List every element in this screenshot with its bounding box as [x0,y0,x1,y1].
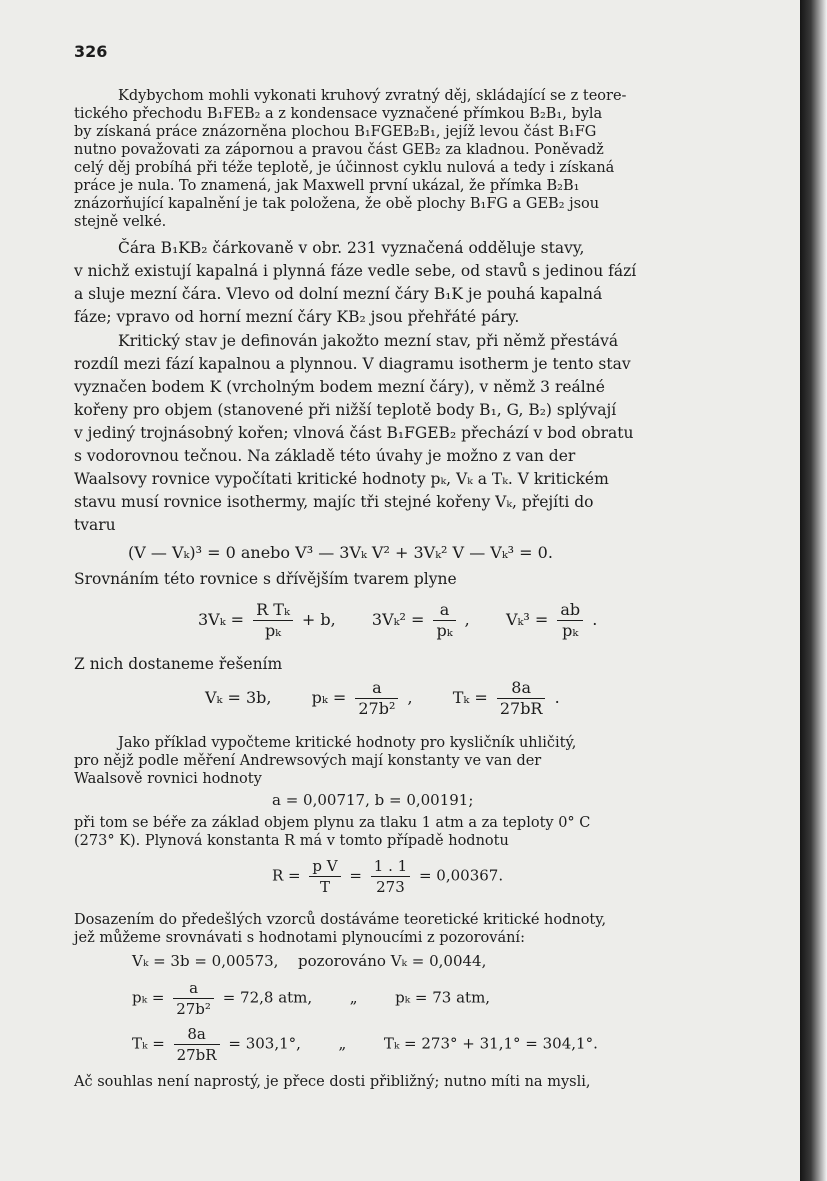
eq5-denominator-2: 273 [376,878,405,896]
eq3-t-fraction [497,678,546,719]
para3-line-2: rozdíl mezi fází kapalnou a plynnou. V diagramu isotherm je tento stav [74,355,631,373]
eq3-t-tail: . [554,688,560,707]
para4-line-2: pro nějž podle měření Andrewsových mají konstanty ve van der [74,753,542,769]
eq5-fraction-2 [371,856,410,897]
equation-gas-constant [272,856,503,897]
equation-constants: a = 0,00717, b = 0,00191; [272,791,474,809]
eq5-denominator-1: T [320,878,331,896]
eq3-volume: Vₖ = 3b, [205,688,272,707]
result-pressure-ditto: „ [349,988,358,1007]
eq2-c-denominator: pₖ [562,621,579,640]
eq5-fraction-1 [309,856,340,897]
result-temperature-fraction [174,1024,220,1065]
eq2-b-left: 3Vₖ² = [371,610,425,629]
result-pressure-denominator: 27b² [176,1000,211,1018]
para4-line-1: Jako příklad vypočteme kritické hodnoty pro kysličník uhličitý, [118,735,577,751]
para5-line-1: při tom se béře za základ objem plynu za tlaku 1 atm a za teploty 0° C [74,815,591,831]
result-temperature-observed: Tₖ = 273° + 31,1° = 304,1°. [383,1034,598,1053]
para1-line-3: by získaná práce znázorněna plochou B₁FGEB₂B₁, jejíž levou část B₁FG [74,124,597,140]
eq2-a-numerator: R Tₖ [253,600,293,621]
eq3-t-denominator: 27bR [499,699,543,718]
eq5-equals: = [349,866,362,885]
equation-cubic: (V — Vₖ)³ = 0 anebo V³ — 3Vₖ V² + 3Vₖ² V — Vₖ³ = 0. [128,543,553,562]
eq3-p-left: pₖ = [311,688,347,707]
para1-line-2: tického přechodu B₁FEB₂ a z kondensace vyznačené přímkou B₂B₁, byla [74,106,603,122]
eq3-p-numerator: a [355,678,398,699]
para1-line-7: znázorňující kapalnění je tak položena, že obě plochy B₁FG a GEB₂ jsou [74,196,600,212]
para3-line-9: tvaru [74,516,116,534]
line-solution: Z nich dostaneme řešením [74,655,283,673]
para3-line-4: kořeny pro objem (stanovené při nižší teplotě body B₁, G, B₂) splývají [74,401,617,419]
eq5-numerator-1: p V [309,856,340,877]
para5-line-2: (273° K). Plynová konstanta R má v tomto případě hodnotu [74,833,509,849]
result-pressure-left: pₖ = [132,988,165,1007]
eq2-c-left: Vₖ³ = [505,610,549,629]
eq2-b-fraction [433,600,455,641]
para3-line-5: v jediný trojnásobný kořen; vlnová část B₁FGEB₂ přechází v bod obratu [74,424,634,442]
para2-line-1: Čára B₁KB₂ čárkovaně v obr. 231 vyznačená odděluje stavy, [118,239,585,257]
equation-critical-values [205,678,560,719]
result-volume [132,952,486,970]
result-temperature-numerator: 8a [174,1024,220,1045]
para6-line-2: jež můžeme srovnávati s hodnotami plynoucími z pozorování: [74,930,525,946]
eq3-t-left: Tₖ = [452,688,488,707]
result-observed-label: pozorováno [298,952,386,970]
result-temperature-left: Tₖ = [132,1034,165,1053]
result-volume-theory: Vₖ = 3b = 0,00573, [132,952,279,970]
result-temperature [132,1024,598,1065]
eq2-c-tail: . [592,610,598,629]
eq2-a-left: 3Vₖ = [198,610,245,629]
eq2-b-numerator: a [433,600,455,621]
para1-line-5: celý děj probíhá při téže teplotě, je účinnost cyklu nulová a tedy i získaná [74,160,615,176]
eq2-a-fraction [253,600,293,641]
eq2-c-fraction [557,600,583,641]
eq3-t-numerator: 8a [497,678,546,699]
eq5-left: R = [272,866,301,885]
eq2-b-denominator: pₖ [436,621,453,640]
last-line: Ač souhlas není naprostý, je přece dosti přibližný; nutno míti na mysli, [74,1074,591,1090]
para2-line-2: v nichž existují kapalná i plynná fáze vedle sebe, od stavů s jedinou fází [74,262,637,280]
para4-line-3: Waalsově rovnici hodnoty [74,771,262,787]
result-pressure-observed: pₖ = 73 atm, [395,988,491,1007]
eq5-numerator-2: 1 . 1 [371,856,410,877]
para1-line-6: práce je nula. To znamená, jak Maxwell první ukázal, že přímka B₂B₁ [74,178,580,194]
para1-line-1: Kdybychom mohli vykonati kruhový zvratný děj, skládající se z teore- [118,88,627,104]
result-temperature-ditto: „ [338,1034,347,1053]
page-binding-edge [800,0,827,1181]
eq3-p-fraction [355,678,398,719]
para6-line-1: Dosazením do předešlých vzorců dostáváme teoretické kritické hodnoty, [74,912,607,928]
para2-line-3: a sluje mezní čára. Vlevo od dolní mezní čáry B₁K je pouhá kapalná [74,285,603,303]
para3-line-1: Kritický stav je definován jakožto mezní stav, při němž přestává [118,332,619,350]
page-number: 326 [74,42,108,61]
para3-line-6: s vodorovnou tečnou. Na základě této úvahy je možno z van der [74,447,576,465]
eq2-a-tail: + b, [301,610,336,629]
result-temperature-value: = 303,1°, [228,1034,301,1053]
para1-line-8: stejně velké. [74,214,167,230]
para3-line-7: Waalsovy rovnice vypočítati kritické hodnoty pₖ, Vₖ a Tₖ. V kritickém [74,470,609,488]
eq2-a-denominator: pₖ [264,621,282,640]
result-volume-observed: Vₖ = 0,0044, [390,952,487,970]
eq2-b-tail: , [464,610,470,629]
result-pressure-numerator: a [173,978,214,999]
equation-coefficients [198,600,597,641]
eq2-c-numerator: ab [557,600,583,621]
result-temperature-denominator: 27bR [176,1046,217,1064]
para1-line-4: nutno považovati za zápornou a pravou část GEB₂ za kladnou. Poněvadž [74,142,604,158]
result-pressure-fraction [173,978,214,1019]
line-comparison: Srovnáním této rovnice s dřívějším tvarem plyne [74,570,457,588]
para3-line-8: stavu musí rovnice isothermy, majíc tři stejné kořeny Vₖ, přejíti do [74,493,594,511]
eq3-p-denominator: 27b² [358,699,396,718]
result-pressure-value: = 72,8 atm, [222,988,313,1007]
eq3-p-tail: , [407,688,413,707]
para3-line-3: vyznačen bodem K (vrcholným bodem mezní čáry), v němž 3 reálné [74,378,605,396]
eq5-result: = 0,00367. [418,866,504,885]
para2-line-4: fáze; vpravo od horní mezní čáry KB₂ jsou přehřáté páry. [74,308,520,326]
result-pressure [132,978,490,1019]
